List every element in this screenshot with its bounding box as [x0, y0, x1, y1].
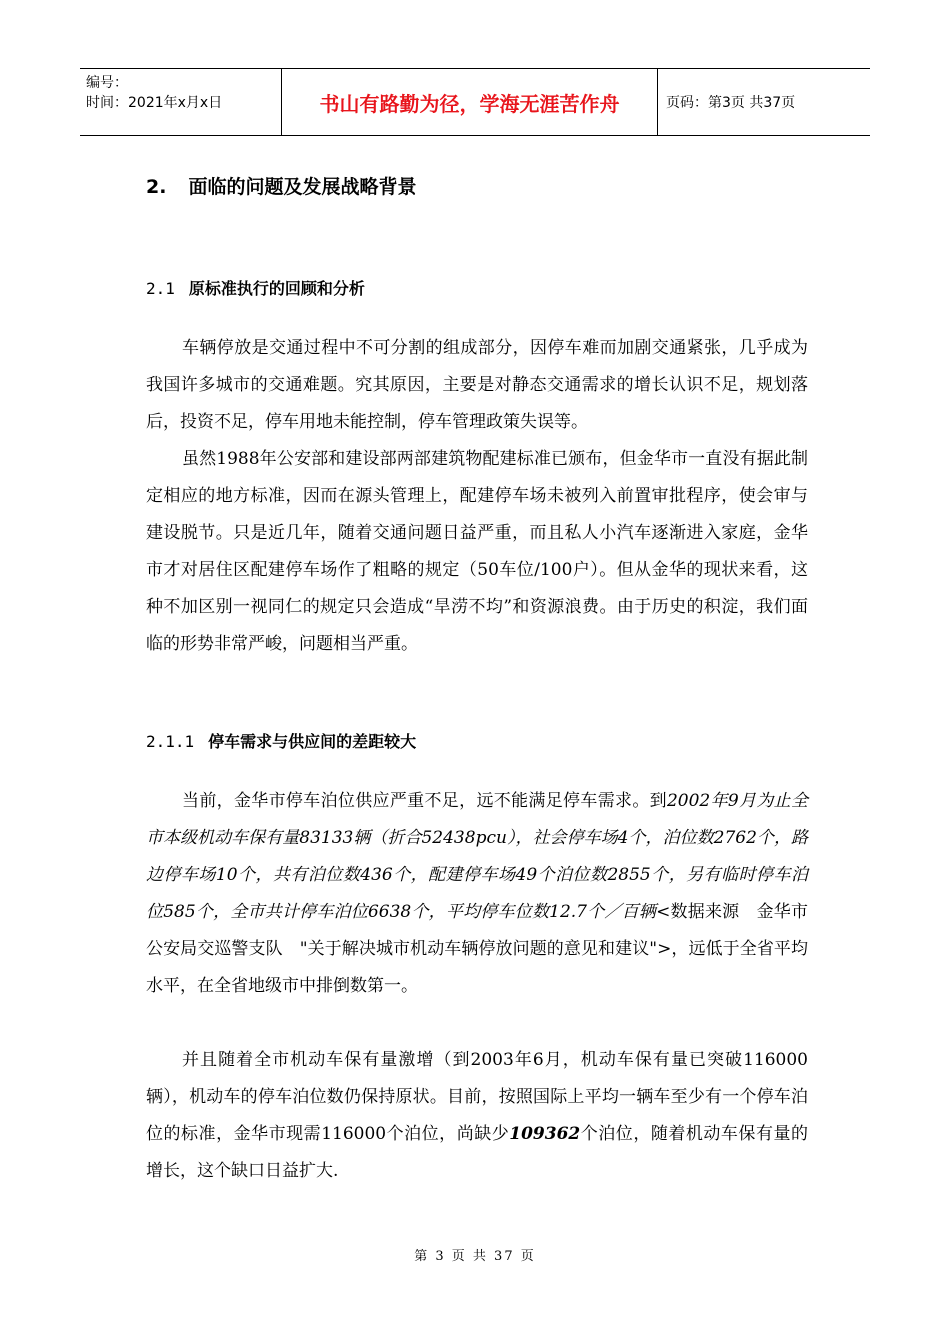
- subsection-heading: [146, 276, 365, 299]
- subsection-number: 2.1: [146, 279, 175, 298]
- paragraph: [146, 783, 808, 1005]
- paragraph-text: 并且随着全市机动车保有量激增（到2003年6月，机动车保有量已突破116000辆），机动车的停车泊位数仍保持原状。目前，按照国际上平均一辆车至少有一个停车泊位的标准，金华市现需116000个泊位，尚缺少: [146, 1050, 808, 1144]
- section-title: 面临的问题及发展战略背景: [188, 176, 417, 198]
- paragraph-text: 当前，金华市停车泊位供应严重不足，远不能满足停车需求。到: [182, 791, 667, 811]
- subsection-number: 2.1.1: [146, 732, 195, 751]
- statistics-text: 2002年9月为止全市本级机动车保有量83133辆（折合52438pcu），社会停车场4个，泊位数2762个，路边停车场10个，共有泊位数436个，配建停车场49个泊位数2855个，另有临时停车泊位585个，全市共计停车泊位6638个，平均停车位数12.7个／百辆: [146, 791, 808, 922]
- paragraph: 虽然1988年公安部和建设部两部建筑物配建标准已颁布，但金华市一直没有据此制定相应的地方标准，因而在源头管理上，配建停车场未被列入前置审批程序，使会审与建设脱节。只是近几年，随着交通问题日益严重，而且私人小汽车逐渐进入家庭，金华市才对居住区配建停车场作了粗略的规定（50车位/100户）。但从金华的现状来看，这种不加区别一视同仁的规定只会造成“旱涝不均”和资源浪费。由于历史的积淀，我们面临的形势非常严峻，问题相当严重。: [146, 449, 808, 654]
- document-date-label: 时间：2021年x月x日: [86, 95, 223, 111]
- subsection-title: 停车需求与供应间的差距较大: [208, 732, 417, 751]
- emphasized-number: 109362: [509, 1124, 581, 1144]
- document-number-label: 编号：: [86, 75, 128, 91]
- header-motto: 书山有路勤为径，学海无涯苦作舟: [282, 69, 658, 135]
- subsection-heading: [146, 729, 416, 752]
- section-number: 2.: [146, 176, 167, 198]
- subsection-title: 原标准执行的回顾和分析: [188, 279, 365, 298]
- header-meta: [80, 69, 282, 135]
- page-header: [80, 68, 870, 136]
- page-footer: 第 3 页 共 37 页: [414, 1249, 536, 1264]
- paragraph-text: 个泊位，随着机动车保有量的增长，这个缺口日益扩大.: [146, 1124, 808, 1181]
- header-page-info: 页码：第3页 共37页: [666, 95, 796, 111]
- paragraph: 车辆停放是交通过程中不可分割的组成部分，因停车难而加剧交通紧张，几乎成为我国许多城市的交通难题。究其原因，主要是对静态交通需求的增长认识不足，规划落后，投资不足，停车用地未能控制，停车管理政策失误等。: [146, 338, 808, 432]
- paragraph: [146, 1042, 808, 1190]
- paragraph-text: <数据来源 金华市公安局交巡警支队 "关于解决城市机动车辆停放问题的意见和建议">，远低于全省平均水平，在全省地级市中排倒数第一。: [146, 902, 808, 996]
- section-heading: [146, 172, 416, 199]
